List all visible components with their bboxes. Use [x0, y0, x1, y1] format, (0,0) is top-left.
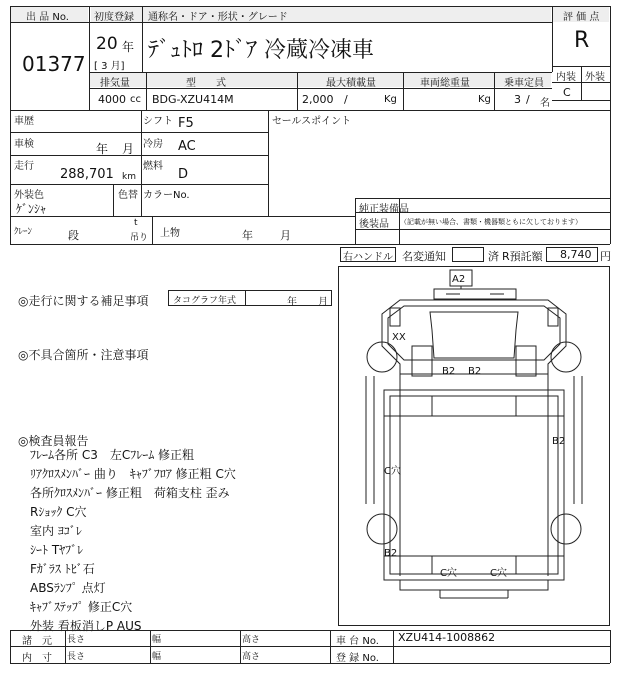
chassis-number: XZU414-1008862 [398, 631, 496, 644]
first-registration-label: 初度登録 [94, 12, 134, 23]
displacement-label: 排気量 [100, 78, 130, 89]
rear-left-wheel [367, 514, 397, 544]
vehicle-title: ﾃﾞｭﾄﾛ 2ﾄﾞｱ 冷蔵冷凍車 [148, 38, 374, 63]
crane-ton: t [134, 218, 138, 228]
max-load-label: 最大積載量 [326, 78, 376, 89]
mark-left-cab: XX [392, 332, 406, 343]
fuel-value: D [178, 167, 189, 182]
mileage-unit: km [122, 172, 136, 182]
interior-dims-label: 内 寸 [22, 653, 52, 664]
mileage-value: 288,701 [60, 167, 114, 182]
history-label: 車歴 [14, 116, 34, 127]
shift-label: シフト [143, 116, 173, 127]
report-line: ｷｬﾌﾞｽﾃｯﾌﾟ 修正C穴 [30, 600, 133, 614]
displacement-unit: cc [130, 94, 141, 105]
mark-rear-center-right: C穴 [490, 568, 507, 579]
fuel-label: 燃料 [143, 161, 163, 172]
length-label: 長さ [67, 635, 86, 645]
interior-grade-label: 内装 [556, 72, 576, 83]
report-line: Fｶﾞﾗｽ ﾄﾋﾞ石 [30, 562, 95, 576]
interior-width-label: 幅 [152, 652, 162, 662]
max-load-unit: Kg [384, 94, 397, 105]
capacity-label: 乗車定員 [504, 78, 544, 89]
crane-label: ｸﾚｰﾝ [14, 227, 33, 237]
aircon-value: AC [178, 139, 196, 154]
capacity-value: 3 [514, 93, 521, 106]
spec-label: 諸 元 [22, 636, 52, 647]
lot-number: 01377 [22, 52, 86, 76]
rear-right-wheel [551, 514, 581, 544]
aftermarket-label: 後装品 [359, 219, 389, 230]
crane-stage: 段 [68, 229, 79, 242]
interior-grade: C [563, 86, 571, 99]
lot-number-label: 出 品 No. [26, 12, 69, 23]
report-line: 外装 看板消しP AUS [30, 619, 142, 633]
crane-hang: 吊り [130, 233, 149, 243]
mileage-label: 走行 [14, 161, 34, 172]
first-registration-year: 20 [96, 34, 118, 54]
mark-cab-left: B2 [442, 366, 456, 377]
rating: R [574, 28, 590, 53]
driving-notes-label: ◎走行に関する補足事項 [18, 294, 149, 308]
height-label: 高さ [242, 635, 261, 645]
inspection-label: 車検 [14, 139, 34, 150]
inspection-year: 年 [96, 142, 109, 156]
aftermarket-note: （記載が無い場合、書類・機器類ともに欠しております） [400, 218, 582, 226]
aircon-label: 冷房 [143, 139, 163, 150]
max-load-value: 2,000 [302, 93, 334, 106]
cargo-box [384, 390, 564, 580]
interior-height-label: 高さ [242, 652, 261, 662]
report-line: ｼｰﾄ Tﾔﾌﾞﾚ [30, 543, 84, 557]
report-line: Rｼｮｯｸ C穴 [30, 505, 87, 519]
defects-label: ◎不具合箇所・注意事項 [18, 348, 149, 362]
recycle-unit: 円 [600, 250, 611, 263]
name-change-label: 名変通知 [402, 250, 446, 263]
right-hand-drive: 右ハンドル [343, 252, 393, 263]
report-line: ﾌﾚｰﾑ各所 C3 左Cﾌﾚｰﾑ 修正粗 [30, 448, 195, 462]
mark-rear-left: B2 [384, 548, 398, 559]
recycle-status: 済 [488, 250, 499, 263]
capacity-unit: 名 [540, 98, 550, 109]
mark-rear-center-left: C穴 [440, 568, 457, 579]
shift-value: F5 [178, 116, 194, 131]
max-load-slash: / [344, 93, 348, 106]
vehicle-title-label: 通称名・ドア・形状・グレード [148, 12, 288, 23]
body-month: 月 [280, 229, 291, 242]
report-line: ﾘｱｸﾛｽﾒﾝﾊﾞｰ 曲り ｷｬﾌﾞﾌﾛｱ 修正粗 C穴 [30, 467, 236, 481]
inspector-report-label: ◎検査員報告 [18, 434, 89, 448]
model-label: 型 式 [186, 78, 226, 89]
report-line: 室内 ﾖｺﾞﾚ [30, 524, 82, 538]
mark-front: A2 [452, 274, 466, 285]
model-value: BDG-XZU414M [152, 93, 234, 106]
mark-left-side: C穴 [384, 466, 401, 477]
recycle-deposit-label: R預託額 [502, 250, 543, 263]
gross-weight-label: 車両総重量 [420, 78, 470, 89]
rear-bumper [400, 580, 548, 590]
color-change-label: 色替 [118, 190, 138, 201]
windshield [430, 312, 518, 358]
mark-cab-right: B2 [468, 366, 482, 377]
report-line: ABSﾗﾝﾌﾟ 点灯 [30, 581, 106, 595]
tachograph-label: タコグラフ年式 [173, 296, 237, 306]
capacity-slash: / [526, 93, 530, 106]
body-year: 年 [242, 229, 253, 242]
cab-outline [382, 300, 566, 374]
report-line: 各所ｸﾛｽﾒﾝﾊﾞｰ 修正粗 荷箱支柱 歪み [30, 486, 230, 500]
sales-points-label: セールスポイント [272, 116, 352, 127]
genuine-equipment-label: 純正装備品 [359, 204, 409, 215]
year-unit: 年 [122, 40, 135, 54]
inspection-month: 月 [122, 142, 135, 156]
gross-weight-unit: Kg [478, 94, 491, 105]
interior-length-label: 長さ [67, 652, 86, 662]
rating-label: 評 価 点 [563, 12, 600, 23]
color-number-label: カラーNo. [143, 190, 190, 201]
displacement-value: 4000 [98, 93, 126, 106]
first-registration-month: [ 3 月] [94, 61, 125, 72]
exterior-color-value: ｹﾞﾝｼｬ [16, 202, 47, 216]
tachograph-month: 月 [318, 297, 328, 308]
width-label: 幅 [152, 635, 162, 645]
body-label: 上物 [160, 228, 180, 239]
exterior-grade-label: 外装 [585, 72, 605, 83]
chassis-number-label: 車 台 No. [336, 636, 379, 647]
exterior-color-label: 外装色 [14, 190, 44, 201]
truck-diagram [338, 266, 610, 626]
mark-right-side: B2 [552, 436, 566, 447]
name-change-box [452, 247, 484, 262]
tachograph-year: 年 [287, 297, 297, 308]
registration-number-label: 登 録 No. [336, 653, 379, 664]
recycle-amount: 8,740 [560, 248, 592, 261]
